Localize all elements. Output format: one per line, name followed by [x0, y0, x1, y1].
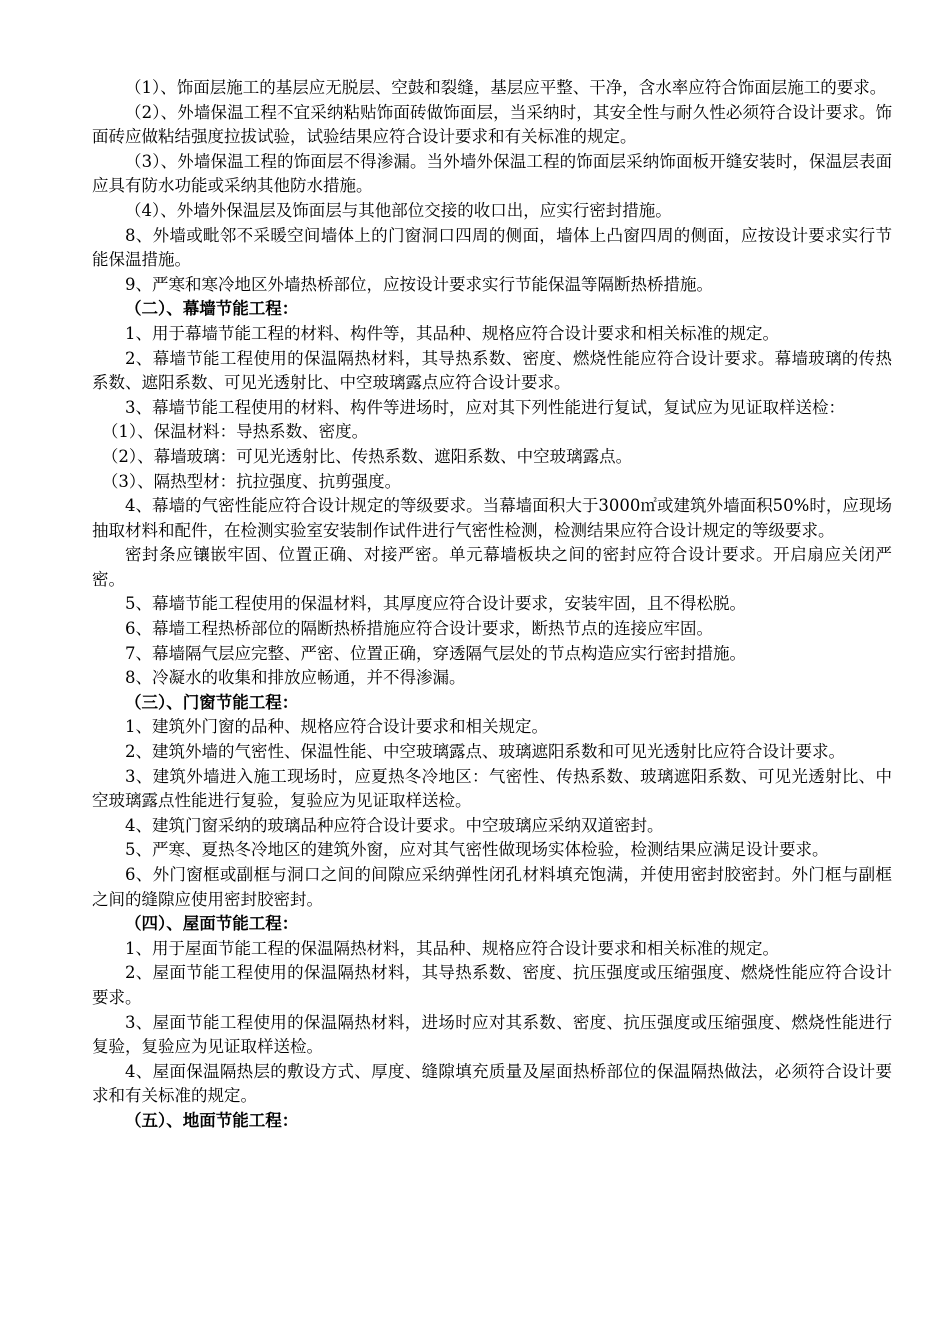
paragraph: 8、外墙或毗邻不采暖空间墙体上的门窗洞口四周的侧面，墙体上凸窗四周的侧面，应按设计要求实行节能保温措施。: [92, 225, 892, 270]
paragraph: 5、幕墙节能工程使用的保温材料，其厚度应符合设计要求，安装牢固，且不得松脱。: [125, 594, 746, 614]
section-heading: （三）、门窗节能工程：: [125, 692, 299, 712]
paragraph: 4、建筑门窗采纳的玻璃品种应符合设计要求。中空玻璃应采纳双道密封。: [125, 815, 664, 835]
paragraph: （1）、饰面层施工的基层应无脱层、空鼓和裂缝，基层应平整、干净，含水率应符合饰面层施工的要求。: [125, 78, 887, 97]
paragraph: 1、建筑外门窗的品种、规格应符合设计要求和相关规定。: [125, 717, 548, 737]
paragraph: 密封条应镶嵌牢固、位置正确、对接严密。单元幕墙板块之间的密封应符合设计要求。开启扇应关闭严密。: [92, 545, 892, 589]
document-body: [92, 76, 892, 1134]
paragraph: （3）、外墙保温工程的饰面层不得渗漏。当外墙外保温工程的饰面层采纳饰面板开缝安装时，保温层表面应具有防水功能或采纳其他防水措施。: [92, 151, 892, 196]
section-heading: （二）、幕墙节能工程：: [125, 299, 299, 319]
paragraph: 3、屋面节能工程使用的保温隔热材料，进场时应对其系数、密度、抗压强度或压缩强度、燃烧性能进行复验，复验应为见证取样送检。: [92, 1012, 892, 1057]
paragraph: 6、幕墙工程热桥部位的隔断热桥措施应符合设计要求，断热节点的连接应牢固。: [125, 619, 713, 639]
section-heading: （四）、屋面节能工程：: [125, 914, 299, 934]
paragraph: （4）、外墙外保温层及饰面层与其他部位交接的收口出，应实行密封措施。: [125, 200, 672, 220]
paragraph: 1、用于屋面节能工程的保温隔热材料，其品种、规格应符合设计要求和相关标准的规定。: [125, 938, 779, 958]
paragraph: 5、严寒、夏热冬冷地区的建筑外窗，应对其气密性做现场实体检验，检测结果应满足设计要求。: [125, 840, 829, 860]
list-item: （3）、隔热型材：抗拉强度、抗剪强度。: [101, 471, 402, 491]
paragraph: 2、幕墙节能工程使用的保温隔热材料，其导热系数、密度、燃烧性能应符合设计要求。幕墙玻璃的传热系数、遮阳系数、可见光透射比、中空玻璃露点应符合设计要求。: [92, 348, 892, 393]
paragraph: 1、用于幕墙节能工程的材料、构件等，其品种、规格应符合设计要求和相关标准的规定。: [125, 323, 779, 343]
paragraph: 6、外门窗框或副框与洞口之间的间隙应采纳弹性闭孔材料填充饱满，并使用密封胶密封。外门框与副框之间的缝隙应使用密封胶密封。: [92, 865, 892, 909]
paragraph: 7、幕墙隔气层应完整、严密、位置正确，穿透隔气层处的节点构造应实行密封措施。: [125, 643, 746, 663]
paragraph: （2）、外墙保温工程不宜采纳粘贴饰面砖做饰面层，当采纳时，其安全性与耐久性必须符合设计要求。饰面砖应做粘结强度拉拔试验，试验结果应符合设计要求和有关标准的规定。: [92, 102, 892, 147]
paragraph: 8、冷凝水的收集和排放应畅通，并不得渗漏。: [125, 668, 466, 688]
paragraph: 2、屋面节能工程使用的保温隔热材料，其导热系数、密度、抗压强度或压缩强度、燃烧性能应符合设计要求。: [92, 963, 892, 1007]
list-item: （1）、保温材料：导热系数、密度。: [101, 422, 369, 442]
paragraph: 3、幕墙节能工程使用的材料、构件等进场时，应对其下列性能进行复试，复试应为见证取样送检：: [125, 397, 845, 417]
paragraph: 2、建筑外墙的气密性、保温性能、中空玻璃露点、玻璃遮阳系数和可见光透射比应符合设计要求。: [125, 742, 845, 762]
list-item: （2）、幕墙玻璃：可见光透射比、传热系数、遮阳系数、中空玻璃露点。: [101, 446, 633, 466]
paragraph: 9、严寒和寒冷地区外墙热桥部位，应按设计要求实行节能保温等隔断热桥措施。: [125, 274, 713, 294]
paragraph: 4、屋面保温隔热层的敷设方式、厚度、缝隙填充质量及屋面热桥部位的保温隔热做法，必须符合设计要求和有关标准的规定。: [92, 1061, 892, 1106]
section-heading: （五）、地面节能工程：: [125, 1110, 299, 1130]
paragraph: 4、幕墙的气密性能应符合设计规定的等级要求。当幕墙面积大于3000㎡或建筑外墙面积50%时，应现场抽取材料和配件，在检测实验室安装制作试件进行气密性检测，检测结果应符合设计规定的等级要求。: [92, 496, 892, 540]
paragraph: 3、建筑外墙进入施工现场时，应夏热冬冷地区：气密性、传热系数、玻璃遮阳系数、可见光透射比、中空玻璃露点性能进行复验，复验应为见证取样送检。: [92, 766, 892, 811]
